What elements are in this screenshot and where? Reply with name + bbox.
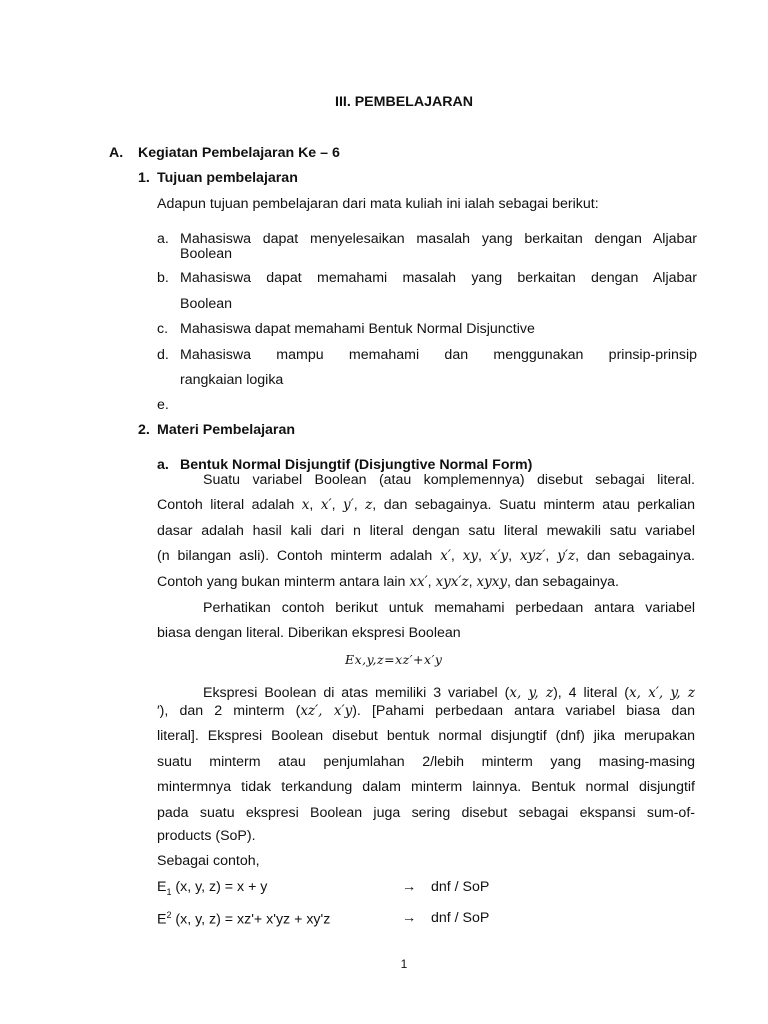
objective-d-label: d. [157, 347, 169, 363]
example-1-expression: $E_1$ (x, y, z) = x + y [157, 879, 268, 897]
para3-line4: suatu minterm atau penjumlahan 2/lebih minterm yang masing-masing [157, 754, 695, 770]
para2-line2: biasa dengan literal. Diberikan ekspresi Boolean [157, 625, 461, 641]
objective-a-text-cont: Boolean [180, 246, 233, 262]
objective-d-text: Mahasiswa mampu memahami dan menggunakan prinsip-prinsip [180, 347, 697, 363]
para3-line5: mintermnya tidak terkandung dalam minterm lainnya. Bentuk normal disjungtif [157, 779, 695, 795]
example-2-result: dnf / SoP [431, 910, 490, 926]
boolean-formula: Ex,y,z=xz′+x′y [345, 652, 443, 667]
objective-b-text: Mahasiswa dapat memahami masalah yang berkaitan dengan Aljabar [180, 270, 697, 286]
para3-line1: Ekspresi Boolean di atas memiliki 3 variabel (x, y, z), 4 literal (x, x′, y, z [203, 685, 695, 701]
para1-line4: (n bilangan asli). Contoh minterm adalah x′, xy, x′y, xyz′, y′z, dan sebagainya. [157, 548, 695, 564]
section-a-label: A. [109, 145, 124, 161]
objective-d-text-cont: rangkaian logika [180, 372, 284, 388]
example-2-expression: $E^2$ (x, y, z) = xz'+ x'yz + xy'z [157, 910, 331, 928]
example-2-arrow-icon: → [402, 910, 417, 926]
para3-line6: pada suatu ekspresi Boolean juga sering disebut sebagai ekspansi sum-of- [157, 805, 695, 821]
section-a-title: Kegiatan Pembelajaran Ke – 6 [138, 145, 340, 161]
para1-line5: Contoh yang bukan minterm antara lain xx′, xyx′z, xyxy, dan sebagainya. [157, 574, 619, 590]
para2-line1: Perhatikan contoh berikut untuk memahami perbedaan antara variabel [203, 600, 695, 616]
sub1-label: 1. [138, 170, 150, 186]
example-1-result: dnf / SoP [431, 879, 490, 895]
para1-line2: Contoh literal adalah x, x′, y′, z, dan sebagainya. Suatu minterm atau perkalian [157, 497, 695, 513]
sub2-label: 2. [138, 422, 150, 438]
objective-b-label: b. [157, 270, 169, 286]
page-number: 1 [400, 957, 408, 971]
objective-c-label: c. [157, 321, 169, 337]
page-heading: III. PEMBELAJARAN [335, 94, 473, 110]
example-1-arrow-icon: → [402, 879, 417, 895]
sub2-title: Materi Pembelajaran [157, 422, 295, 438]
objective-e-label: e. [157, 397, 169, 413]
subsection-a-label: a. [157, 457, 169, 473]
objective-a-label: a. [157, 231, 169, 247]
para1-line3: dasar adalah hasil kali dari n literal dengan satu literal mewakili satu variabel [157, 523, 695, 539]
objective-b-text-cont: Boolean [180, 296, 233, 312]
para1-line1: Suatu variabel Boolean (atau komplemennya) disebut sebagai literal. [203, 472, 695, 488]
subsection-a-title: Bentuk Normal Disjungtif (Disjungtive Normal Form) [180, 457, 533, 473]
objective-a-text: Mahasiswa dapat menyelesaikan masalah yang berkaitan dengan Aljabar [180, 231, 697, 247]
para3-line3: literal]. Ekspresi Boolean disebut bentuk normal disjungtif (dnf) jika merupakan [157, 728, 695, 744]
objective-c-text: Mahasiswa dapat memahami Bentuk Normal Disjunctive [180, 321, 535, 337]
intro-text: Adapun tujuan pembelajaran dari mata kuliah ini ialah sebagai berikut: [157, 196, 599, 212]
para3-line2: ′), dan 2 minterm (xz′, x′y). [Pahami perbedaan antara variabel biasa dan [157, 703, 695, 719]
para3-line7: products (SoP). [157, 828, 256, 844]
example-intro: Sebagai contoh, [157, 853, 260, 869]
sub1-title: Tujuan pembelajaran [157, 170, 298, 186]
